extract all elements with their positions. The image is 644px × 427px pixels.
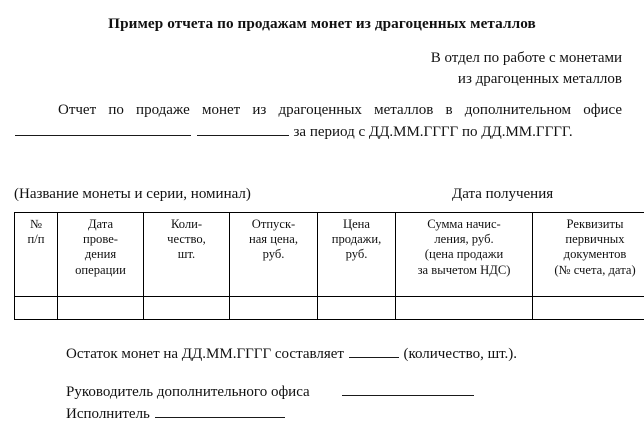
page-title: Пример отчета по продажам монет из драгоценных металлов: [108, 15, 536, 32]
intro-text-part-2: за период с ДД.ММ.ГГГГ по ДД.ММ.ГГГГ.: [293, 124, 573, 140]
header-line: операции: [75, 262, 126, 277]
remainder-line: [66, 343, 517, 365]
cell-number[interactable]: [15, 297, 58, 320]
table-head: [15, 213, 644, 297]
header-line: шт.: [177, 247, 196, 262]
header-line: Дата: [87, 217, 114, 231]
office-number-blank[interactable]: [197, 121, 289, 136]
header-line: документов: [563, 247, 627, 262]
header-line: Отпуск-: [251, 217, 296, 231]
intro-paragraph: [14, 99, 622, 143]
remainder-label-before: Остаток монет на ДД.ММ.ГГГГ составляет: [66, 345, 344, 362]
column-header-number: [15, 213, 58, 297]
header-line: руб.: [345, 247, 368, 262]
header-line: ная цена,: [248, 232, 299, 247]
column-header-operation-date: [58, 213, 144, 297]
cell-operation-date[interactable]: [58, 297, 144, 320]
header-line: №: [29, 217, 43, 231]
addressee-block: [202, 48, 622, 90]
header-line: Реквизиты: [566, 217, 624, 231]
header-line: первичных: [565, 232, 625, 247]
intro-text-part-1: Отчет по продаже монет из драгоценных металлов в дополнительном офисе: [58, 102, 622, 118]
signature-head-line: [66, 381, 475, 403]
receipt-date-caption: Дата получения: [452, 186, 554, 202]
column-header-quantity: [144, 213, 230, 297]
header-line: ления, руб.: [434, 232, 494, 247]
column-header-accrual-sum: [396, 213, 533, 297]
cell-sale-price[interactable]: [318, 297, 396, 320]
table-header-row: [15, 213, 644, 297]
column-header-release-price: [230, 213, 318, 297]
header-line: (№ счета, дата): [554, 262, 636, 277]
signature-executor-line: [66, 403, 286, 425]
remainder-quantity-blank[interactable]: [349, 343, 399, 358]
header-line: Цена: [342, 217, 370, 231]
addressee-line-2: из драгоценных металлов: [457, 71, 622, 87]
header-line: чество,: [167, 232, 206, 247]
header-line: прове-: [83, 232, 118, 247]
cell-accrual-sum[interactable]: [396, 297, 533, 320]
cell-quantity[interactable]: [144, 297, 230, 320]
header-line: за вычетом НДС): [417, 262, 511, 277]
signature-executor-label: Исполнитель: [66, 405, 150, 422]
table-body: [15, 297, 644, 320]
remainder-label-after: (количество, шт.).: [403, 345, 518, 362]
office-name-blank[interactable]: [15, 121, 191, 136]
cell-release-price[interactable]: [230, 297, 318, 320]
header-line: (цена продажи: [424, 247, 504, 262]
header-line: дения: [84, 247, 117, 262]
signature-executor-blank[interactable]: [155, 403, 285, 418]
report-table: [14, 212, 644, 320]
column-header-sale-price: [318, 213, 396, 297]
header-line: продажи,: [331, 232, 382, 247]
header-line: Сумма начис-: [427, 217, 501, 231]
coin-name-caption: (Название монеты и серии, номинал): [14, 186, 251, 202]
table-row: [15, 297, 644, 320]
header-line: руб.: [262, 247, 285, 262]
cell-document-details[interactable]: [533, 297, 644, 320]
header-line: Коли-: [170, 217, 203, 231]
report-table-wrapper: [14, 212, 636, 320]
signature-head-blank[interactable]: [342, 381, 474, 396]
addressee-line-1: В отдел по работе с монетами: [430, 50, 622, 66]
header-line: п/п: [27, 232, 45, 247]
signature-head-label: Руководитель дополнительного офиса: [66, 383, 310, 400]
column-header-document-details: [533, 213, 644, 297]
